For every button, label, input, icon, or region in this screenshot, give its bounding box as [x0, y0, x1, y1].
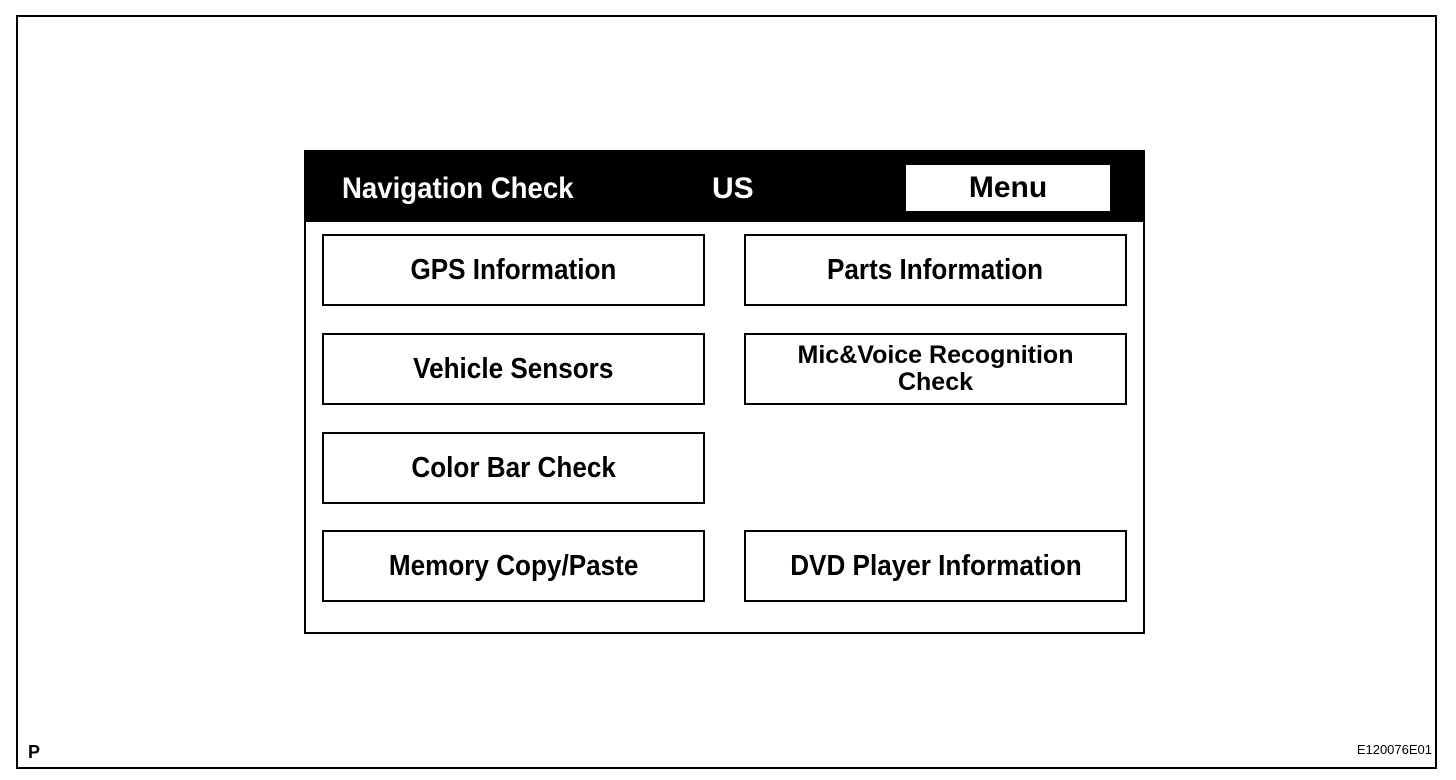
screen-title: Navigation Check [342, 172, 574, 205]
parts-information-button[interactable] [744, 234, 1127, 306]
mic-voice-line-1: Mic&Voice Recognition [797, 341, 1074, 369]
dvd-player-information-button[interactable] [744, 530, 1127, 602]
figure-id-label: E120076E01 [1356, 742, 1432, 757]
mic-voice-recognition-label [798, 342, 1074, 396]
memory-copy-paste-label: Memory Copy/Paste [388, 549, 639, 582]
memory-copy-paste-button[interactable] [322, 530, 705, 602]
vehicle-sensors-label: Vehicle Sensors [413, 352, 614, 385]
corner-label-p: P [28, 742, 41, 762]
parts-information-label: Parts Information [827, 253, 1044, 286]
navigation-check-screen [304, 150, 1145, 634]
menu-button[interactable]: Menu [906, 165, 1110, 211]
color-bar-check-button[interactable] [322, 432, 705, 504]
mic-voice-line-2: Check [897, 368, 974, 396]
color-bar-check-label: Color Bar Check [411, 451, 616, 484]
mic-voice-recognition-check-button[interactable] [744, 333, 1127, 405]
screen-header [306, 152, 1143, 222]
vehicle-sensors-button[interactable] [322, 333, 705, 405]
region-label: US [712, 172, 754, 205]
gps-information-label: GPS Information [410, 253, 617, 286]
dvd-player-information-label: DVD Player Information [789, 549, 1082, 582]
gps-information-button[interactable] [322, 234, 705, 306]
